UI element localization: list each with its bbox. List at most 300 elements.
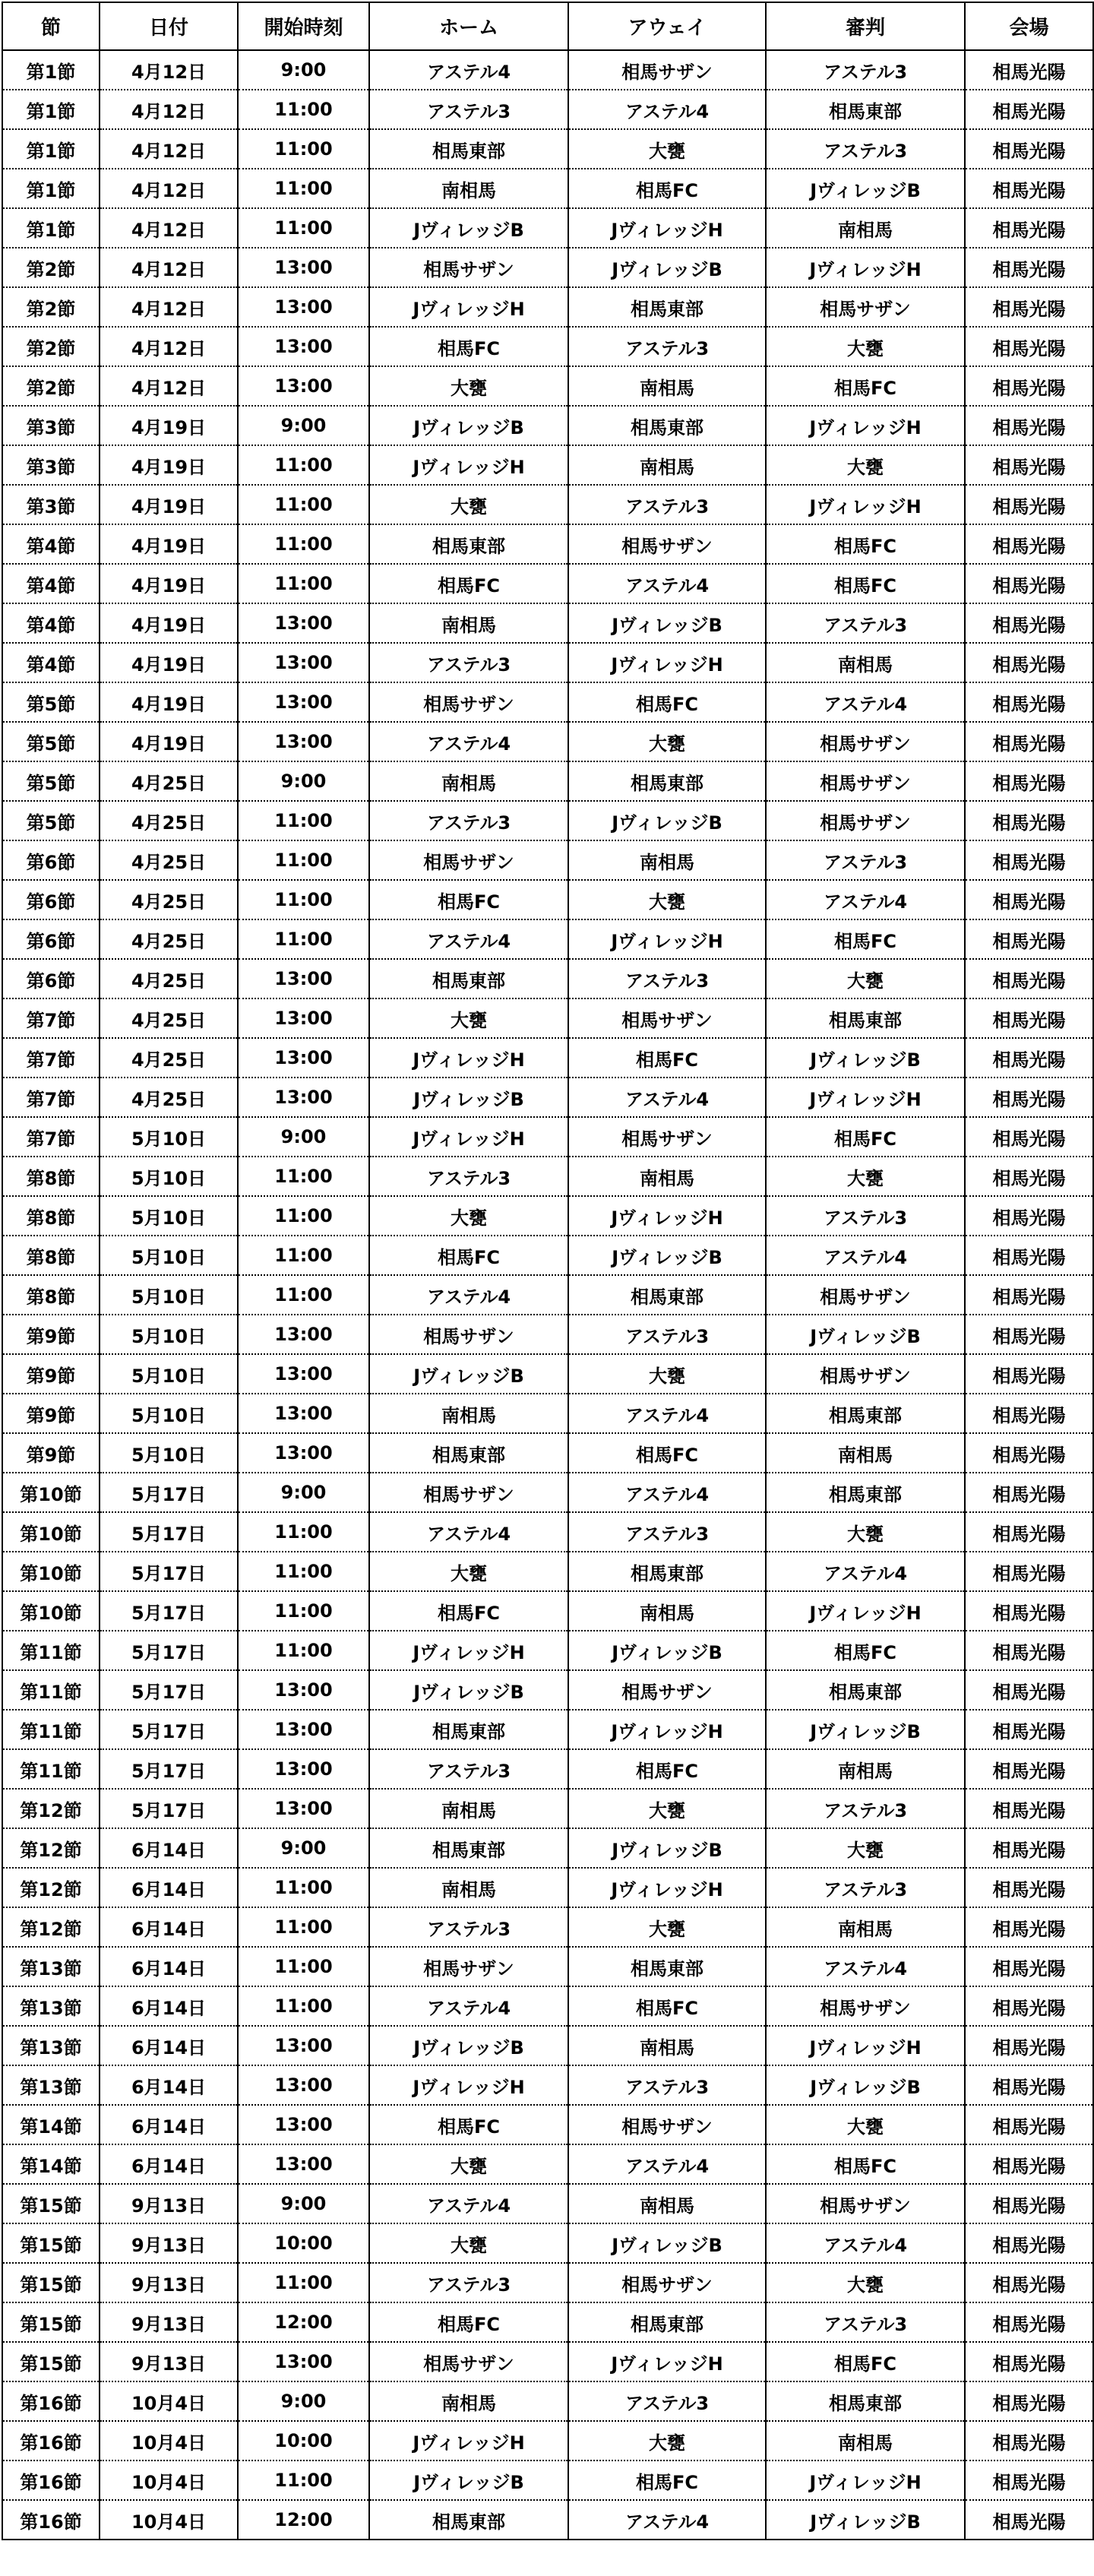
date-cell: 4月25日 — [100, 840, 238, 880]
date-cell: 5月10日 — [100, 1433, 238, 1473]
venue-cell: 相馬光陽 — [965, 1710, 1093, 1749]
away-team-cell: 相馬サザン — [568, 1117, 766, 1157]
start-time-cell: 11:00 — [238, 1275, 369, 1315]
venue-cell: 相馬光陽 — [965, 1986, 1093, 2026]
start-time-cell: 11:00 — [238, 2460, 369, 2500]
home-team-cell: アステル4 — [369, 2184, 568, 2223]
away-team-cell: 南相馬 — [568, 840, 766, 880]
home-team-cell: アステル4 — [369, 722, 568, 761]
table-row — [2, 2026, 1093, 2065]
start-time-cell: 13:00 — [238, 1749, 369, 1789]
referee-cell: JヴィレッジH — [766, 1591, 965, 1631]
round-cell: 第2節 — [2, 327, 100, 366]
table-row — [2, 1275, 1093, 1315]
table-row — [2, 801, 1093, 840]
date-cell: 5月17日 — [100, 1473, 238, 1512]
header-start-time: 開始時刻 — [238, 2, 369, 50]
table-row — [2, 1078, 1093, 1117]
away-team-cell: 南相馬 — [568, 366, 766, 406]
home-team-cell: アステル3 — [369, 2263, 568, 2302]
round-cell: 第8節 — [2, 1236, 100, 1275]
date-cell: 4月19日 — [100, 445, 238, 485]
referee-cell: 相馬サザン — [766, 722, 965, 761]
referee-cell: 南相馬 — [766, 643, 965, 682]
table-row — [2, 2105, 1093, 2144]
start-time-cell: 13:00 — [238, 2144, 369, 2184]
round-cell: 第5節 — [2, 722, 100, 761]
round-cell: 第4節 — [2, 643, 100, 682]
start-time-cell: 11:00 — [238, 564, 369, 603]
venue-cell: 相馬光陽 — [965, 1868, 1093, 1907]
away-team-cell: 相馬東部 — [568, 406, 766, 445]
start-time-cell: 11:00 — [238, 801, 369, 840]
away-team-cell: アステル3 — [568, 959, 766, 998]
home-team-cell: JヴィレッジH — [369, 1631, 568, 1670]
round-cell: 第11節 — [2, 1749, 100, 1789]
table-row — [2, 1354, 1093, 1394]
table-row — [2, 1117, 1093, 1157]
date-cell: 4月19日 — [100, 722, 238, 761]
date-cell: 5月10日 — [100, 1275, 238, 1315]
start-time-cell: 9:00 — [238, 2381, 369, 2421]
home-team-cell: JヴィレッジB — [369, 1670, 568, 1710]
home-team-cell: 大甕 — [369, 1196, 568, 1236]
home-team-cell: 相馬東部 — [369, 524, 568, 564]
date-cell: 4月19日 — [100, 643, 238, 682]
venue-cell: 相馬光陽 — [965, 1789, 1093, 1828]
round-cell: 第4節 — [2, 603, 100, 643]
home-team-cell: アステル4 — [369, 50, 568, 90]
date-cell: 6月14日 — [100, 1947, 238, 1986]
away-team-cell: 南相馬 — [568, 445, 766, 485]
referee-cell: JヴィレッジH — [766, 2026, 965, 2065]
referee-cell: JヴィレッジB — [766, 2500, 965, 2540]
date-cell: 6月14日 — [100, 1986, 238, 2026]
table-row — [2, 2381, 1093, 2421]
referee-cell: JヴィレッジH — [766, 1078, 965, 1117]
away-team-cell: 相馬東部 — [568, 761, 766, 801]
venue-cell: 相馬光陽 — [965, 50, 1093, 90]
referee-cell: JヴィレッジH — [766, 485, 965, 524]
round-cell: 第6節 — [2, 919, 100, 959]
round-cell: 第4節 — [2, 524, 100, 564]
date-cell: 4月19日 — [100, 524, 238, 564]
home-team-cell: 相馬東部 — [369, 1710, 568, 1749]
start-time-cell: 12:00 — [238, 2302, 369, 2342]
home-team-cell: 南相馬 — [369, 169, 568, 208]
home-team-cell: JヴィレッジH — [369, 2421, 568, 2460]
away-team-cell: アステル3 — [568, 327, 766, 366]
home-team-cell: 相馬サザン — [369, 1473, 568, 1512]
table-row — [2, 722, 1093, 761]
round-cell: 第10節 — [2, 1591, 100, 1631]
home-team-cell: 南相馬 — [369, 1394, 568, 1433]
away-team-cell: 大甕 — [568, 2421, 766, 2460]
home-team-cell: アステル4 — [369, 919, 568, 959]
referee-cell: 相馬FC — [766, 564, 965, 603]
round-cell: 第7節 — [2, 998, 100, 1038]
schedule-table — [2, 2, 1094, 2540]
home-team-cell: 南相馬 — [369, 1789, 568, 1828]
table-row — [2, 327, 1093, 366]
referee-cell: アステル3 — [766, 2302, 965, 2342]
venue-cell: 相馬光陽 — [965, 1038, 1093, 1078]
date-cell: 4月12日 — [100, 129, 238, 169]
referee-cell: 相馬FC — [766, 524, 965, 564]
referee-cell: 大甕 — [766, 959, 965, 998]
home-team-cell: JヴィレッジB — [369, 1078, 568, 1117]
home-team-cell: 相馬サザン — [369, 2342, 568, 2381]
home-team-cell: 大甕 — [369, 485, 568, 524]
round-cell: 第8節 — [2, 1275, 100, 1315]
round-cell: 第16節 — [2, 2421, 100, 2460]
table-row — [2, 1947, 1093, 1986]
date-cell: 10月4日 — [100, 2460, 238, 2500]
home-team-cell: JヴィレッジB — [369, 208, 568, 248]
venue-cell: 相馬光陽 — [965, 2460, 1093, 2500]
start-time-cell: 13:00 — [238, 327, 369, 366]
table-row — [2, 406, 1093, 445]
away-team-cell: JヴィレッジB — [568, 1631, 766, 1670]
venue-cell: 相馬光陽 — [965, 1828, 1093, 1868]
round-cell: 第15節 — [2, 2263, 100, 2302]
home-team-cell: 相馬東部 — [369, 129, 568, 169]
referee-cell: 相馬FC — [766, 366, 965, 406]
table-row — [2, 129, 1093, 169]
round-cell: 第6節 — [2, 840, 100, 880]
round-cell: 第11節 — [2, 1710, 100, 1749]
table-row — [2, 2302, 1093, 2342]
table-row — [2, 90, 1093, 129]
table-row — [2, 1986, 1093, 2026]
away-team-cell: 相馬サザン — [568, 524, 766, 564]
table-row — [2, 1631, 1093, 1670]
venue-cell: 相馬光陽 — [965, 2105, 1093, 2144]
start-time-cell: 11:00 — [238, 880, 369, 919]
table-row — [2, 1868, 1093, 1907]
referee-cell: アステル3 — [766, 603, 965, 643]
table-row — [2, 1433, 1093, 1473]
referee-cell: 大甕 — [766, 2263, 965, 2302]
round-cell: 第3節 — [2, 485, 100, 524]
home-team-cell: アステル4 — [369, 1986, 568, 2026]
date-cell: 4月12日 — [100, 169, 238, 208]
date-cell: 4月12日 — [100, 366, 238, 406]
home-team-cell: JヴィレッジH — [369, 1117, 568, 1157]
start-time-cell: 9:00 — [238, 761, 369, 801]
start-time-cell: 13:00 — [238, 2026, 369, 2065]
venue-cell: 相馬光陽 — [965, 1157, 1093, 1196]
venue-cell: 相馬光陽 — [965, 1196, 1093, 1236]
round-cell: 第13節 — [2, 1947, 100, 1986]
venue-cell: 相馬光陽 — [965, 2184, 1093, 2223]
table-row — [2, 761, 1093, 801]
start-time-cell: 13:00 — [238, 248, 369, 287]
start-time-cell: 13:00 — [238, 2105, 369, 2144]
round-cell: 第12節 — [2, 1907, 100, 1947]
round-cell: 第4節 — [2, 564, 100, 603]
date-cell: 5月17日 — [100, 1749, 238, 1789]
start-time-cell: 11:00 — [238, 1868, 369, 1907]
date-cell: 4月12日 — [100, 50, 238, 90]
start-time-cell: 13:00 — [238, 603, 369, 643]
referee-cell: 相馬東部 — [766, 1394, 965, 1433]
home-team-cell: 大甕 — [369, 2144, 568, 2184]
table-row — [2, 1157, 1093, 1196]
venue-cell: 相馬光陽 — [965, 1354, 1093, 1394]
away-team-cell: JヴィレッジB — [568, 603, 766, 643]
home-team-cell: 南相馬 — [369, 761, 568, 801]
venue-cell: 相馬光陽 — [965, 1315, 1093, 1354]
home-team-cell: 南相馬 — [369, 603, 568, 643]
header-date: 日付 — [100, 2, 238, 50]
start-time-cell: 13:00 — [238, 1433, 369, 1473]
date-cell: 9月13日 — [100, 2342, 238, 2381]
round-cell: 第12節 — [2, 1789, 100, 1828]
date-cell: 4月25日 — [100, 1078, 238, 1117]
date-cell: 5月17日 — [100, 1789, 238, 1828]
round-cell: 第13節 — [2, 1986, 100, 2026]
date-cell: 6月14日 — [100, 2144, 238, 2184]
table-row — [2, 1196, 1093, 1236]
venue-cell: 相馬光陽 — [965, 1670, 1093, 1710]
referee-cell: アステル4 — [766, 1236, 965, 1275]
referee-cell: アステル4 — [766, 880, 965, 919]
start-time-cell: 11:00 — [238, 1512, 369, 1552]
home-team-cell: 相馬東部 — [369, 2500, 568, 2540]
table-row — [2, 1473, 1093, 1512]
home-team-cell: JヴィレッジH — [369, 287, 568, 327]
start-time-cell: 13:00 — [238, 959, 369, 998]
away-team-cell: JヴィレッジH — [568, 919, 766, 959]
date-cell: 9月13日 — [100, 2263, 238, 2302]
venue-cell: 相馬光陽 — [965, 2223, 1093, 2263]
referee-cell: 相馬FC — [766, 2144, 965, 2184]
referee-cell: 相馬東部 — [766, 1670, 965, 1710]
date-cell: 10月4日 — [100, 2381, 238, 2421]
date-cell: 6月14日 — [100, 2026, 238, 2065]
start-time-cell: 13:00 — [238, 682, 369, 722]
away-team-cell: 南相馬 — [568, 1157, 766, 1196]
start-time-cell: 11:00 — [238, 1157, 369, 1196]
header-venue: 会場 — [965, 2, 1093, 50]
start-time-cell: 9:00 — [238, 1473, 369, 1512]
start-time-cell: 13:00 — [238, 2342, 369, 2381]
start-time-cell: 13:00 — [238, 1710, 369, 1749]
round-cell: 第8節 — [2, 1157, 100, 1196]
start-time-cell: 13:00 — [238, 1789, 369, 1828]
date-cell: 4月19日 — [100, 682, 238, 722]
round-cell: 第16節 — [2, 2381, 100, 2421]
date-cell: 5月17日 — [100, 1512, 238, 1552]
table-row — [2, 2144, 1093, 2184]
round-cell: 第9節 — [2, 1354, 100, 1394]
away-team-cell: 南相馬 — [568, 2184, 766, 2223]
start-time-cell: 11:00 — [238, 1907, 369, 1947]
away-team-cell: 南相馬 — [568, 1591, 766, 1631]
start-time-cell: 13:00 — [238, 1315, 369, 1354]
home-team-cell: 大甕 — [369, 1552, 568, 1591]
referee-cell: 相馬サザン — [766, 2184, 965, 2223]
away-team-cell: アステル3 — [568, 1315, 766, 1354]
date-cell: 5月17日 — [100, 1670, 238, 1710]
venue-cell: 相馬光陽 — [965, 524, 1093, 564]
round-cell: 第13節 — [2, 2026, 100, 2065]
home-team-cell: JヴィレッジH — [369, 445, 568, 485]
round-cell: 第2節 — [2, 366, 100, 406]
away-team-cell: 相馬FC — [568, 169, 766, 208]
round-cell: 第5節 — [2, 682, 100, 722]
start-time-cell: 12:00 — [238, 2500, 369, 2540]
home-team-cell: JヴィレッジH — [369, 2065, 568, 2105]
start-time-cell: 13:00 — [238, 1394, 369, 1433]
away-team-cell: JヴィレッジB — [568, 1236, 766, 1275]
venue-cell: 相馬光陽 — [965, 1473, 1093, 1512]
venue-cell: 相馬光陽 — [965, 248, 1093, 287]
away-team-cell: アステル4 — [568, 90, 766, 129]
away-team-cell: 大甕 — [568, 1354, 766, 1394]
round-cell: 第9節 — [2, 1394, 100, 1433]
venue-cell: 相馬光陽 — [965, 1631, 1093, 1670]
date-cell: 5月10日 — [100, 1236, 238, 1275]
away-team-cell: 大甕 — [568, 129, 766, 169]
start-time-cell: 10:00 — [238, 2223, 369, 2263]
date-cell: 4月25日 — [100, 919, 238, 959]
home-team-cell: 相馬サザン — [369, 682, 568, 722]
table-row — [2, 208, 1093, 248]
away-team-cell: 相馬サザン — [568, 2263, 766, 2302]
table-row — [2, 169, 1093, 208]
referee-cell: 相馬サザン — [766, 1354, 965, 1394]
date-cell: 4月25日 — [100, 801, 238, 840]
away-team-cell: 相馬サザン — [568, 998, 766, 1038]
table-row — [2, 1394, 1093, 1433]
round-cell: 第1節 — [2, 129, 100, 169]
venue-cell: 相馬光陽 — [965, 169, 1093, 208]
table-row — [2, 2460, 1093, 2500]
date-cell: 9月13日 — [100, 2184, 238, 2223]
home-team-cell: 大甕 — [369, 366, 568, 406]
round-cell: 第6節 — [2, 959, 100, 998]
venue-cell: 相馬光陽 — [965, 959, 1093, 998]
start-time-cell: 11:00 — [238, 840, 369, 880]
start-time-cell: 11:00 — [238, 2263, 369, 2302]
header-away: アウェイ — [568, 2, 766, 50]
start-time-cell: 11:00 — [238, 208, 369, 248]
referee-cell: 相馬サザン — [766, 1986, 965, 2026]
away-team-cell: アステル4 — [568, 1078, 766, 1117]
away-team-cell: JヴィレッジB — [568, 248, 766, 287]
table-row — [2, 1236, 1093, 1275]
venue-cell: 相馬光陽 — [965, 485, 1093, 524]
table-row — [2, 880, 1093, 919]
date-cell: 4月19日 — [100, 564, 238, 603]
away-team-cell: 相馬FC — [568, 1038, 766, 1078]
date-cell: 4月12日 — [100, 90, 238, 129]
start-time-cell: 13:00 — [238, 1354, 369, 1394]
table-row — [2, 2342, 1093, 2381]
table-row — [2, 1670, 1093, 1710]
table-row — [2, 959, 1093, 998]
referee-cell: 相馬FC — [766, 1117, 965, 1157]
header-row — [2, 2, 1093, 50]
referee-cell: 南相馬 — [766, 1907, 965, 1947]
home-team-cell: 相馬FC — [369, 564, 568, 603]
table-row — [2, 2065, 1093, 2105]
round-cell: 第15節 — [2, 2223, 100, 2263]
table-row — [2, 1828, 1093, 1868]
venue-cell: 相馬光陽 — [965, 208, 1093, 248]
venue-cell: 相馬光陽 — [965, 840, 1093, 880]
date-cell: 4月25日 — [100, 1038, 238, 1078]
start-time-cell: 11:00 — [238, 1236, 369, 1275]
table-row — [2, 524, 1093, 564]
home-team-cell: アステル3 — [369, 643, 568, 682]
venue-cell: 相馬光陽 — [965, 2026, 1093, 2065]
table-row — [2, 248, 1093, 287]
date-cell: 6月14日 — [100, 1868, 238, 1907]
start-time-cell: 9:00 — [238, 1117, 369, 1157]
start-time-cell: 10:00 — [238, 2421, 369, 2460]
referee-cell: アステル4 — [766, 1552, 965, 1591]
referee-cell: 相馬サザン — [766, 801, 965, 840]
date-cell: 6月14日 — [100, 1828, 238, 1868]
venue-cell: 相馬光陽 — [965, 1275, 1093, 1315]
venue-cell: 相馬光陽 — [965, 1947, 1093, 1986]
start-time-cell: 11:00 — [238, 1591, 369, 1631]
date-cell: 10月4日 — [100, 2500, 238, 2540]
home-team-cell: 大甕 — [369, 2223, 568, 2263]
table-row — [2, 1512, 1093, 1552]
date-cell: 4月12日 — [100, 248, 238, 287]
table-row — [2, 1789, 1093, 1828]
round-cell: 第2節 — [2, 287, 100, 327]
date-cell: 4月25日 — [100, 959, 238, 998]
home-team-cell: 相馬東部 — [369, 1828, 568, 1868]
round-cell: 第5節 — [2, 761, 100, 801]
header-home: ホーム — [369, 2, 568, 50]
referee-cell: 相馬サザン — [766, 761, 965, 801]
referee-cell: 大甕 — [766, 327, 965, 366]
home-team-cell: JヴィレッジB — [369, 2026, 568, 2065]
start-time-cell: 13:00 — [238, 998, 369, 1038]
round-cell: 第1節 — [2, 90, 100, 129]
round-cell: 第10節 — [2, 1473, 100, 1512]
venue-cell: 相馬光陽 — [965, 2302, 1093, 2342]
away-team-cell: 相馬東部 — [568, 1552, 766, 1591]
venue-cell: 相馬光陽 — [965, 761, 1093, 801]
table-row — [2, 2500, 1093, 2540]
home-team-cell: アステル3 — [369, 1749, 568, 1789]
date-cell: 4月25日 — [100, 998, 238, 1038]
table-row — [2, 564, 1093, 603]
round-cell: 第11節 — [2, 1631, 100, 1670]
away-team-cell: 大甕 — [568, 1907, 766, 1947]
venue-cell: 相馬光陽 — [965, 366, 1093, 406]
away-team-cell: アステル3 — [568, 1512, 766, 1552]
date-cell: 6月14日 — [100, 1907, 238, 1947]
referee-cell: JヴィレッジB — [766, 1038, 965, 1078]
venue-cell: 相馬光陽 — [965, 1552, 1093, 1591]
venue-cell: 相馬光陽 — [965, 2421, 1093, 2460]
home-team-cell: 相馬東部 — [369, 1433, 568, 1473]
start-time-cell: 11:00 — [238, 129, 369, 169]
away-team-cell: 相馬東部 — [568, 1947, 766, 1986]
date-cell: 4月12日 — [100, 327, 238, 366]
start-time-cell: 9:00 — [238, 50, 369, 90]
referee-cell: JヴィレッジH — [766, 406, 965, 445]
start-time-cell: 11:00 — [238, 1552, 369, 1591]
